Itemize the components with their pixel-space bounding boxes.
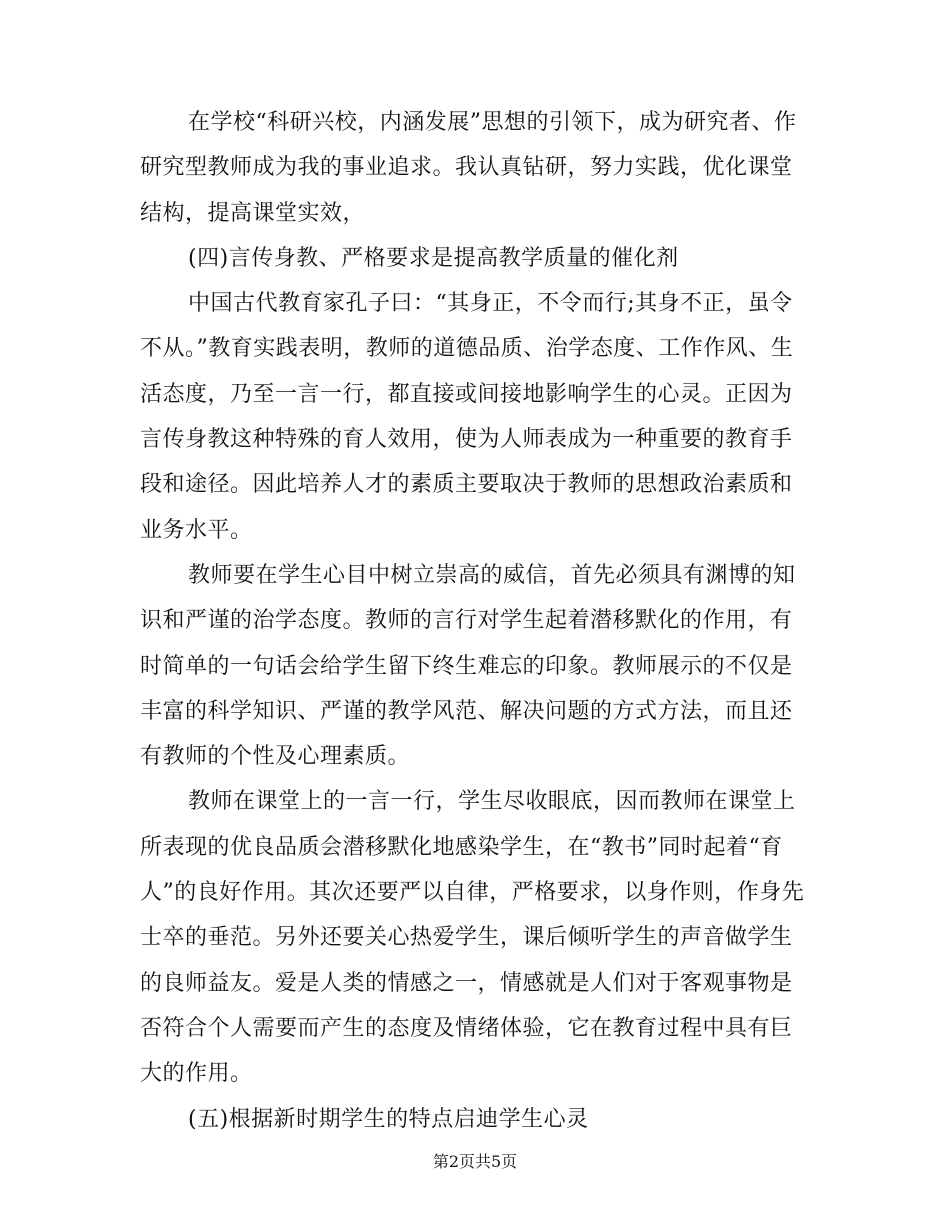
page-number-footer: 第2页共5页: [432, 1152, 518, 1171]
paragraph-classroom-conduct: 教师在课堂上的一言一行，学生尽收眼底，因而教师在课堂上所表现的优良品质会潜移默化地感染学生，在“教书”同时起着“育人”的良好作用。其次还要严以自律，严格要求，以身作则，作身先士卒的垂范。另外还要关心热爱学生，课后倾听学生的声音做学生的良师益友。爱是人类的情感之一，情感就是人们对于客观事物是否符合个人需要而产生的态度及情绪体验，它在教育过程中具有巨大的作用。: [140, 789, 805, 1087]
section-heading-four: (四)言传身教、严格要求是提高教学质量的催化剂: [188, 245, 679, 271]
paragraph-research-teacher: 在学校“科研兴校，内涵发展”思想的引领下，成为研究者、作研究型教师成为我的事业追求。我认真钻研，努力实践，优化课堂结构，提高课堂实效，: [140, 110, 797, 226]
paragraph-confucius-quote: 中国古代教育家孔子曰：“其身正，不令而行;其身不正，虽令不从。”教育实践表明，教师的道德品质、治学态度、工作作风、生活态度，乃至一言一行，都直接或间接地影响学生的心灵。正因为言传身教这种特殊的育人效用，使为人师表成为一种重要的教育手段和途径。因此培养人才的素质主要取决于教师的思想政治素质和业务水平。: [140, 291, 794, 543]
section-heading-five: (五)根据新时期学生的特点启迪学生心灵: [188, 1106, 589, 1132]
document-body: [140, 100, 810, 1142]
paragraph-teacher-prestige: 教师要在学生心目中树立崇高的威信，首先必须具有渊博的知识和严谨的治学态度。教师的言行对学生起着潜移默化的作用，有时简单的一句话会给学生留下终生难忘的印象。教师展示的不仅是丰富的科学知识、严谨的教学风范、解决问题的方式方法，而且还有教师的个性及心理素质。: [140, 562, 796, 770]
